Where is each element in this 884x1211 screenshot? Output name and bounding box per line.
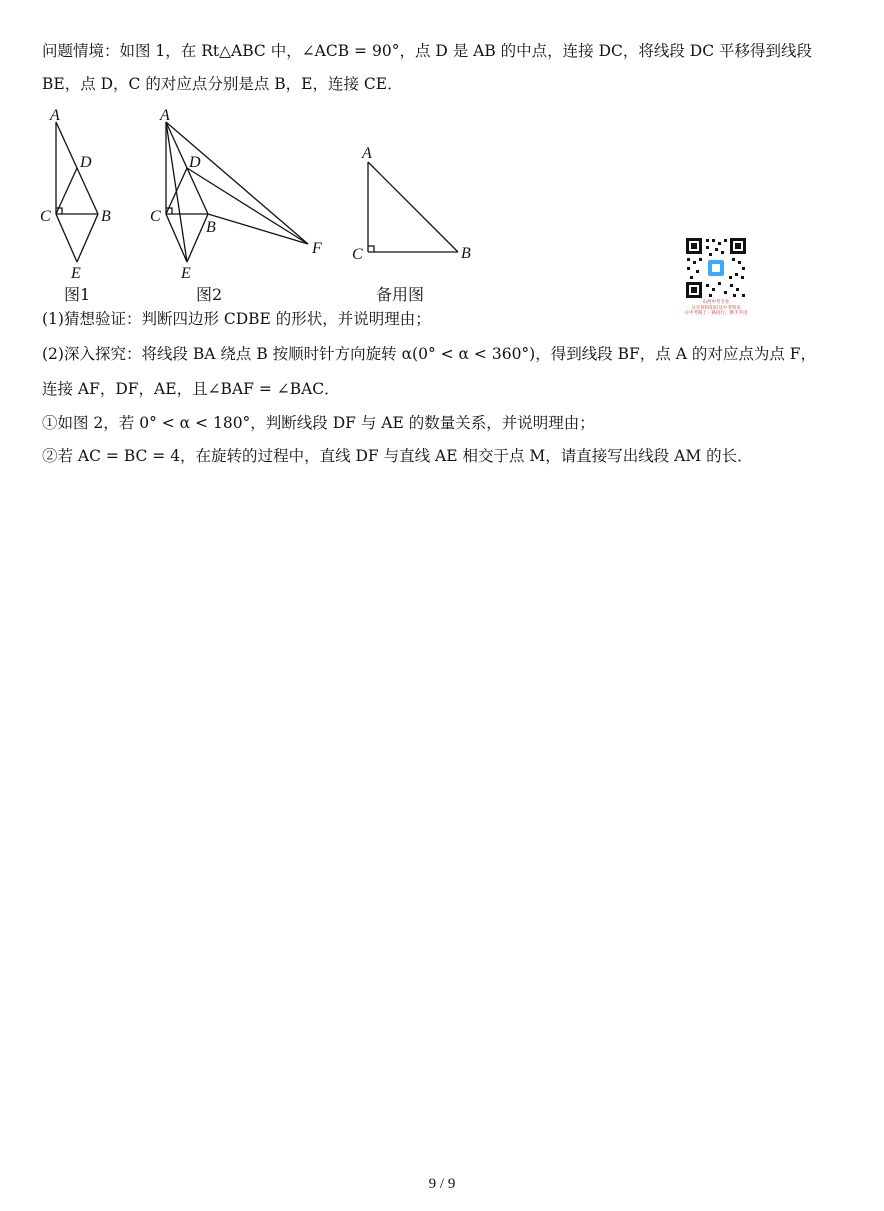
figure-3-labels xyxy=(352,145,471,263)
figure-3-caption: 备用图 xyxy=(376,285,425,304)
figure-1-drawing xyxy=(56,122,98,262)
problem-part-2-line-2: 连接 AF，DF，AE，且∠BAF = ∠BAC． xyxy=(42,380,340,398)
page-number: 9 / 9 xyxy=(428,1176,456,1192)
fig3-label-b: B xyxy=(461,245,471,262)
figure-2-labels xyxy=(150,107,322,282)
fig2-label-d: D xyxy=(189,154,201,171)
figure-3-drawing xyxy=(368,162,458,252)
geometry-figures xyxy=(0,0,884,320)
fig1-label-c: C xyxy=(40,208,51,225)
problem-intro-line-2: BE，点 D，C 的对应点分别是点 B，E，连接 CE． xyxy=(42,75,403,93)
fig1-label-a: A xyxy=(50,107,60,124)
qr-caption-line-2: 分享各科知识及中考资讯 xyxy=(691,305,741,311)
qr-caption-line-1: 山西中考专业 xyxy=(702,300,730,305)
fig1-label-b: B xyxy=(101,208,111,225)
fig1-label-e: E xyxy=(71,265,81,282)
problem-part-2-question-2: ②若 AC = BC = 4，在旋转的过程中，直线 DF 与直线 AE 相交于点 M，请直接写出线段 AM 的长． xyxy=(42,447,753,465)
fig2-label-f: F xyxy=(312,240,322,257)
problem-part-1: (1)猜想验证：判断四边形 CDBE 的形状，并说明理由； xyxy=(42,310,431,328)
problem-part-2-question-1: ①如图 2，若 0° < α < 180°，判断线段 DF 与 AE 的数量关系，并说明理由； xyxy=(42,414,595,432)
problem-intro-line-1: 问题情境：如图 1，在 Rt△ABC 中，∠ACB = 90°，点 D 是 AB 的中点，连接 DC，将线段 DC 平移得到线段 xyxy=(42,42,813,60)
fig1-label-d: D xyxy=(80,154,92,171)
fig3-label-c: C xyxy=(352,246,363,263)
fig2-label-c: C xyxy=(150,208,161,225)
figure-1-caption: 图1 xyxy=(64,285,91,304)
fig2-label-e: E xyxy=(181,265,191,282)
qr-code-icon xyxy=(684,236,748,300)
figure-1-labels xyxy=(40,107,111,282)
figure-2-caption: 图2 xyxy=(196,285,223,304)
qr-caption-line-3: 在中考路上一路同行，携手共进 xyxy=(684,311,748,316)
fig3-label-a: A xyxy=(362,145,372,162)
figure-2-drawing xyxy=(166,122,308,262)
fig2-label-a: A xyxy=(160,107,170,124)
fig2-label-b: B xyxy=(206,219,216,236)
problem-part-2-line-1: (2)深入探究：将线段 BA 绕点 B 按顺时针方向旋转 α(0° < α < 360°)，得到线段 BF，点 A 的对应点为点 F， xyxy=(42,345,817,363)
